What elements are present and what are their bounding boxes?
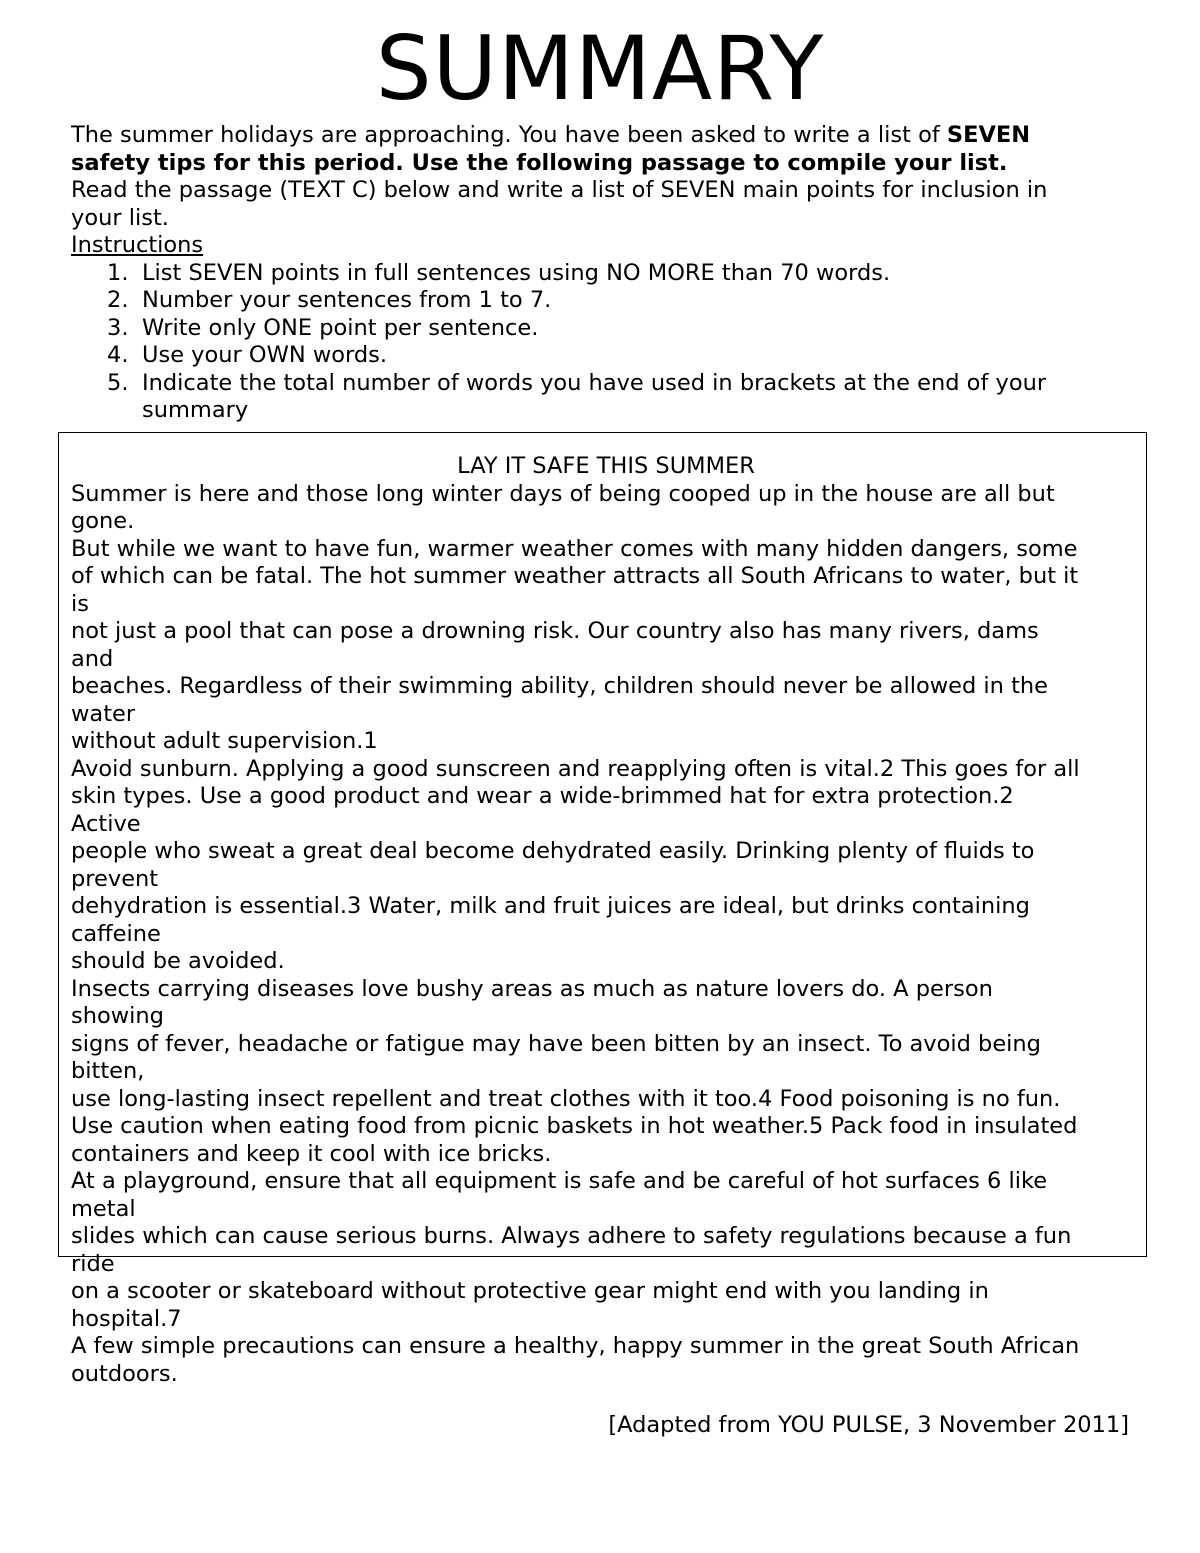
passage-line: should be avoided.	[71, 948, 285, 974]
passage-line: showing	[71, 1003, 164, 1029]
instruction-text: Number your sentences from 1 to 7.	[142, 287, 552, 313]
source-citation: [Adapted from YOU PULSE, 3 November 2011]	[608, 1412, 1129, 1438]
passage-line: bitten,	[71, 1058, 145, 1084]
intro-line-1-bold: SEVEN	[946, 122, 1031, 148]
instruction-text: Write only ONE point per sentence.	[142, 314, 539, 341]
instructions-heading: Instructions	[71, 232, 204, 258]
passage-line: At a playground, ensure that all equipment is safe and be careful of hot surfaces 6 like	[71, 1168, 1048, 1194]
passage-line: is	[71, 590, 89, 617]
passage-line: A few simple precautions can ensure a healthy, happy summer in the great South African	[71, 1333, 1080, 1359]
passage-line: But while we want to have fun, warmer weather comes with many hidden dangers, some	[71, 535, 1078, 562]
instruction-item	[71, 342, 1131, 370]
intro-line-3: Read the passage (TEXT C) below and write a list of SEVEN main points for inclusion in	[71, 177, 1048, 203]
passage	[71, 453, 1141, 1388]
intro-line-2	[71, 150, 1131, 178]
passage-line: skin types. Use a good product and wear a wide-brimmed hat for extra protection.2	[71, 783, 1014, 809]
instruction-text: Use your OWN words.	[142, 342, 388, 368]
task-intro	[71, 122, 1131, 425]
passage-line: people who sweat a great deal become dehydrated easily. Drinking plenty of fluids to	[71, 838, 1035, 864]
passage-line: Use caution when eating food from picnic baskets in hot weather.5 Pack food in insulated	[71, 1113, 1078, 1139]
passage-line: beaches. Regardless of their swimming ability, children should never be allowed in the	[71, 673, 1049, 699]
page-title: SUMMARY	[375, 17, 825, 120]
intro-line-2-bold: safety tips for this period. Use the following passage to compile your list.	[71, 149, 1008, 176]
instruction-text: List SEVEN points in full sentences using NO MORE than 70 words.	[142, 259, 891, 286]
instructions-list	[71, 260, 1131, 425]
instruction-item	[71, 315, 1131, 343]
passage-line: hospital.7	[71, 1305, 182, 1332]
intro-line-1-text: The summer holidays are approaching. You have been asked to write a list of	[71, 122, 947, 148]
passage-line: without adult supervision.1	[71, 728, 378, 754]
passage-line: metal	[71, 1195, 136, 1222]
passage-line: Insects carrying diseases love bushy areas as much as nature lovers do. A person	[71, 975, 993, 1002]
passage-line: on a scooter or skateboard without protective gear might end with you landing in	[71, 1278, 989, 1304]
intro-line-4: your list.	[71, 204, 169, 231]
passage-line: ride	[71, 1250, 115, 1277]
passage-line: not just a pool that can pose a drowning risk. Our country also has many rivers, dams	[71, 618, 1039, 644]
instruction-text-continued: summary	[142, 397, 249, 423]
passage-line: caffeine	[71, 920, 161, 947]
passage-line: containers and keep it cool with ice bricks.	[71, 1140, 552, 1167]
instruction-item	[71, 370, 1131, 425]
passage-line: outdoors.	[71, 1360, 178, 1387]
passage-line: water	[71, 700, 136, 727]
instruction-text: Indicate the total number of words you have used in brackets at the end of your	[142, 369, 1047, 396]
passage-title: LAY IT SAFE THIS SUMMER	[457, 453, 755, 479]
instruction-item	[71, 287, 1131, 315]
passage-line: Summer is here and those long winter days of being cooped up in the house are all but	[71, 480, 1055, 507]
passage-line: gone.	[71, 508, 135, 534]
instruction-item	[71, 260, 1131, 288]
passage-line: slides which can cause serious burns. Always adhere to safety regulations because a fun	[71, 1223, 1072, 1249]
instruction-number: 5.	[107, 369, 129, 396]
passage-line: Avoid sunburn. Applying a good sunscreen and reapplying often is vital.2 This goes for all	[71, 755, 1080, 782]
intro-line-1	[71, 122, 1131, 150]
instruction-number: 3.	[107, 314, 129, 341]
instruction-number: 2.	[107, 287, 129, 313]
instruction-number: 1.	[107, 259, 129, 286]
passage-line: signs of fever, headache or fatigue may have been bitten by an insect. To avoid being	[71, 1030, 1041, 1057]
passage-line: and	[71, 645, 114, 672]
passage-line: dehydration is essential.3 Water, milk and fruit juices are ideal, but drinks containing	[71, 893, 1030, 919]
passage-line: use long-lasting insect repellent and treat clothes with it too.4 Food poisoning is no fun.	[71, 1085, 1061, 1112]
passage-line: prevent	[71, 865, 159, 892]
passage-line: Active	[71, 810, 141, 837]
instruction-number: 4.	[107, 342, 129, 368]
passage-line: of which can be fatal. The hot summer weather attracts all South Africans to water, but it	[71, 563, 1079, 589]
